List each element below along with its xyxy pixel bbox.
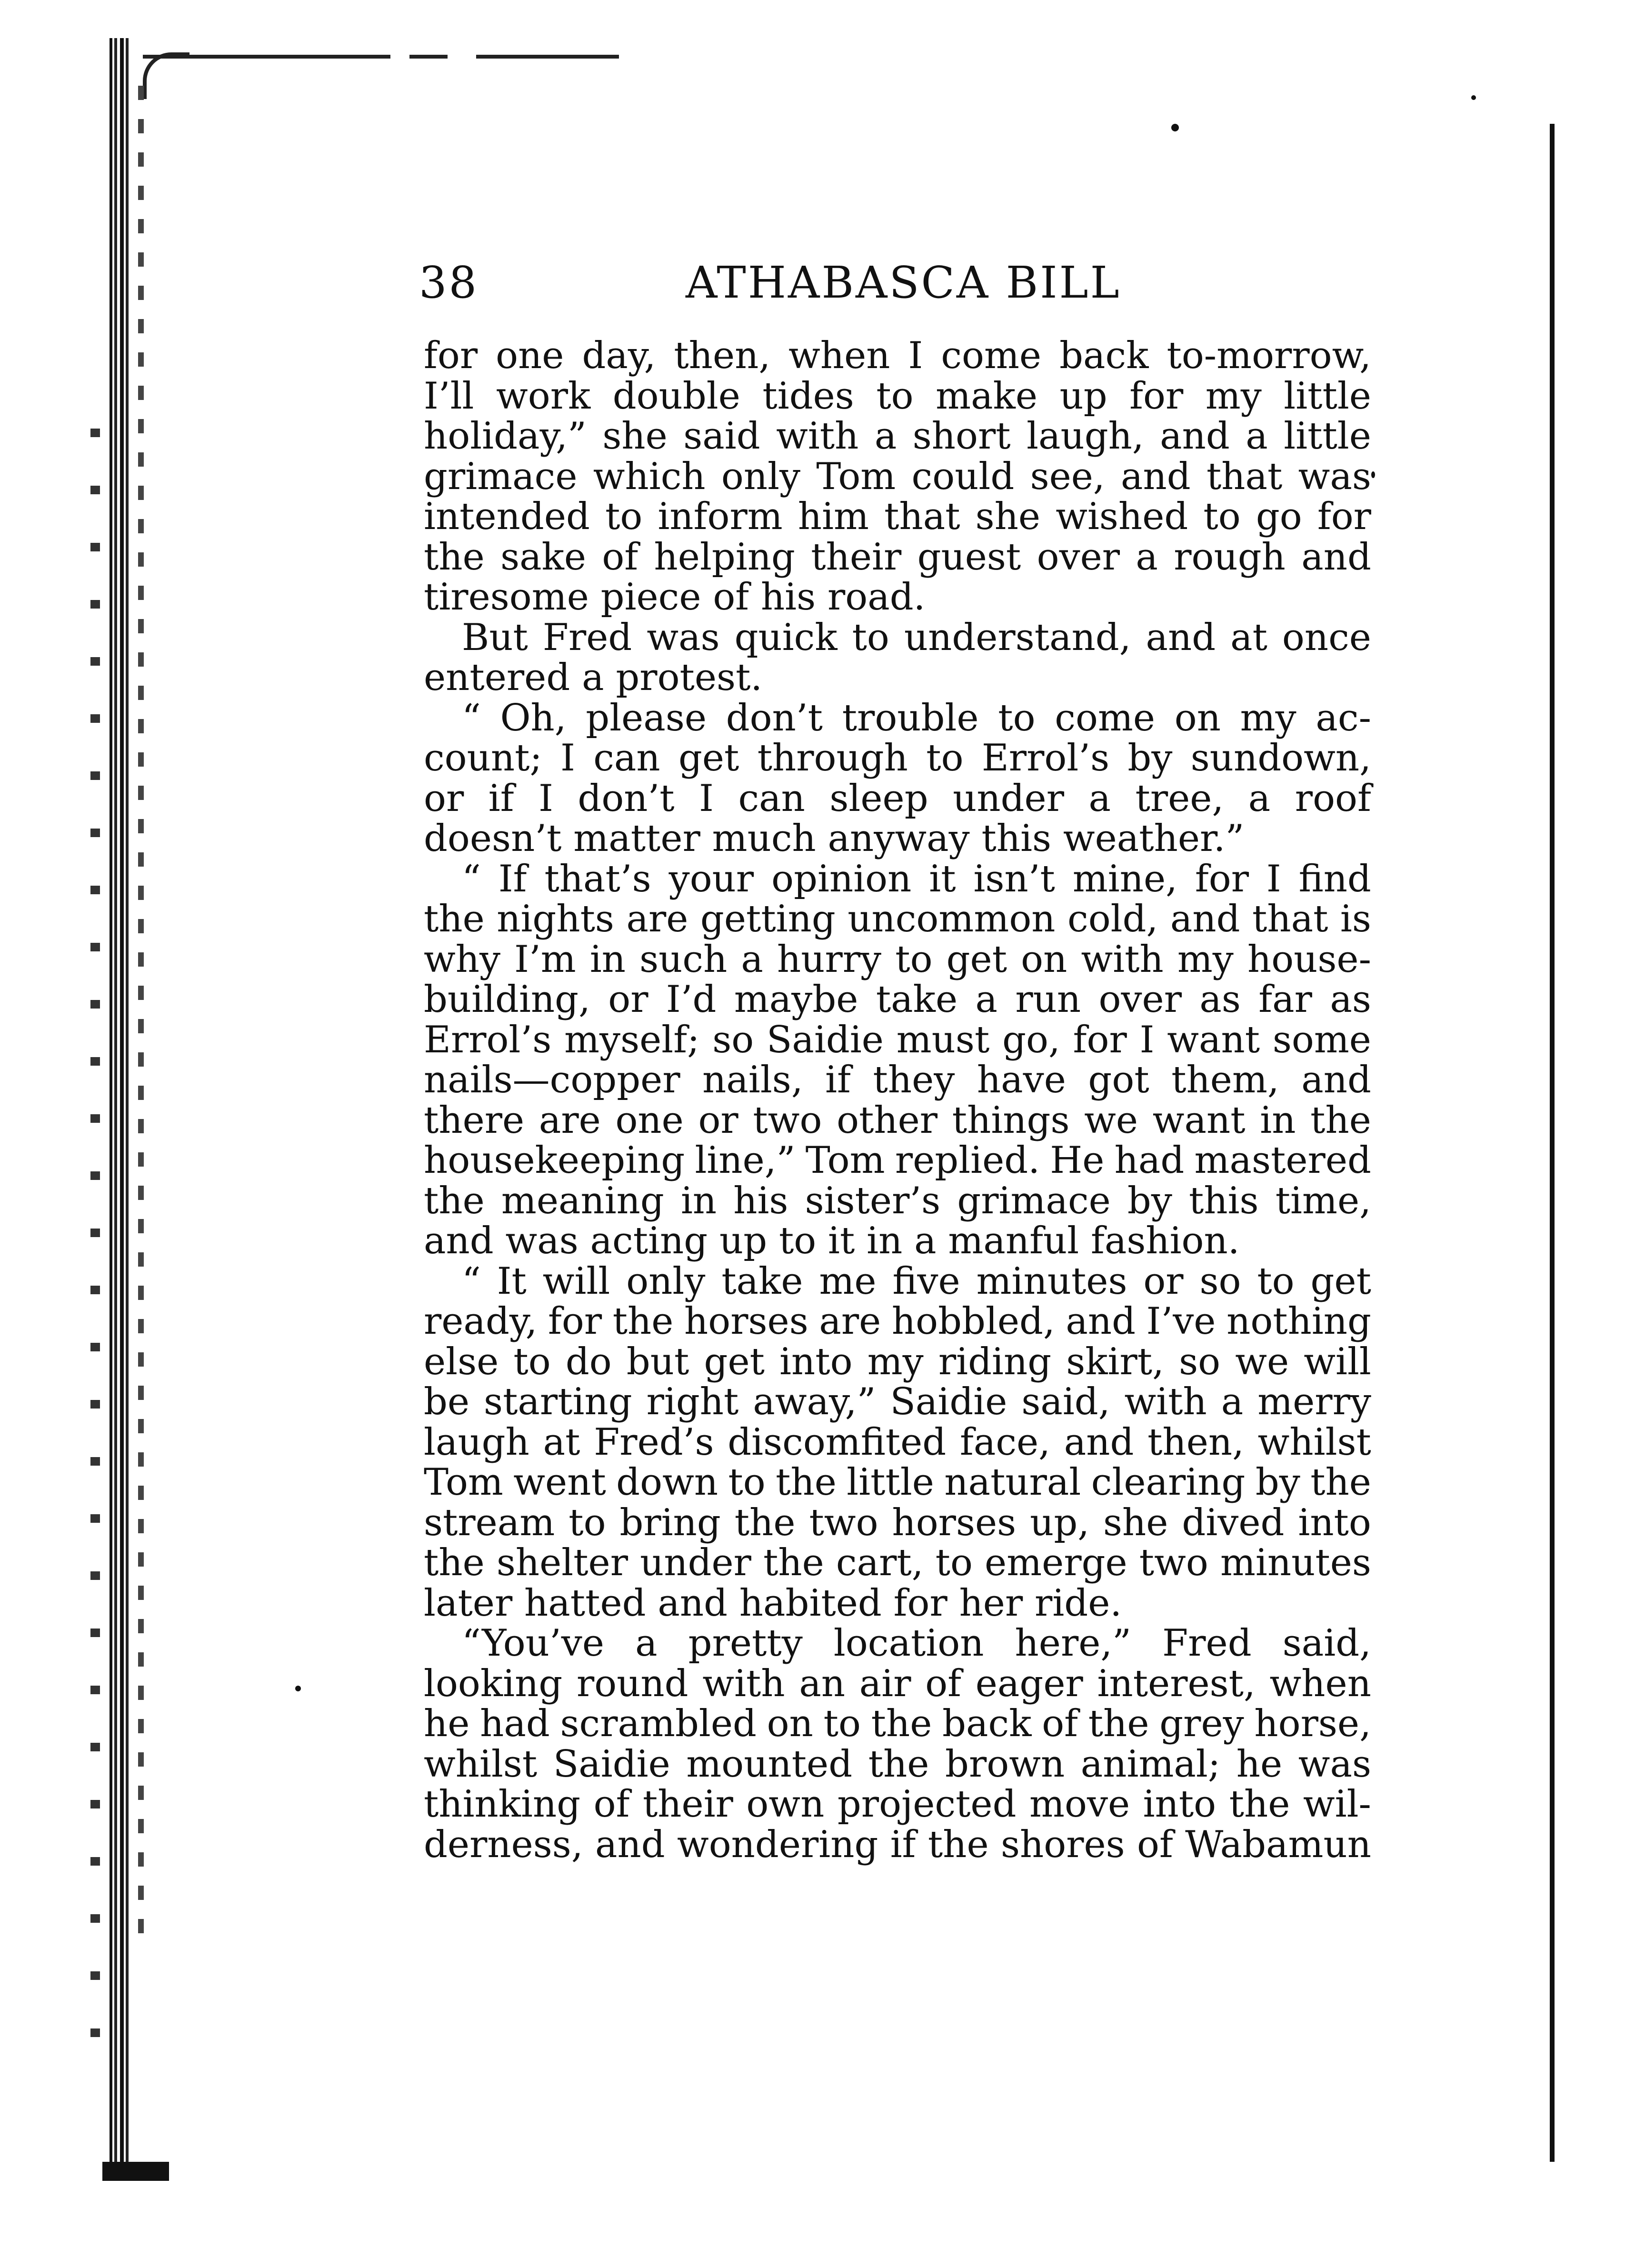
page-right-edge: [1550, 124, 1555, 2162]
text-line: thinking of their own projected move into the wil-: [424, 1783, 1371, 1826]
text-line: “ Oh, please don’t trouble to come on my ac-: [462, 696, 1371, 739]
text-line: and was acting up to it in a manful fashion.: [424, 1219, 1240, 1262]
text-line: doesn’t matter much anyway this weather.”: [424, 817, 1245, 860]
text-line: Tom went down to the little natural clearing by the: [424, 1461, 1371, 1504]
text-line: I’ll work double tides to make up for my little: [424, 374, 1371, 418]
text-line: or if I don’t I can sleep under a tree, a roof: [424, 777, 1371, 820]
text-line: “ If that’s your opinion it isn’t mine, for I find: [462, 857, 1371, 900]
binding-corner-curve: [143, 52, 189, 99]
running-title: ATHABASCA BILL: [686, 257, 1121, 308]
text-line: derness, and wondering if the shores of Wabamun: [424, 1823, 1371, 1866]
top-edge-rule: [143, 55, 881, 59]
text-line: the sake of helping their guest over a rough and: [424, 535, 1371, 579]
text-line: nails—copper nails, if they have got them, and: [424, 1059, 1371, 1101]
text-line: looking round with an air of eager interest, when: [424, 1662, 1371, 1705]
text-line: ready, for the horses are hobbled, and I’ve nothing: [424, 1300, 1371, 1343]
text-line: “You’ve a pretty location here,” Fred said,: [462, 1622, 1371, 1665]
text-line: entered a protest.: [424, 656, 763, 699]
scan-speck: [295, 1686, 301, 1691]
text-line: later hatted and habited for her ride.: [424, 1581, 1122, 1625]
text-line: the meaning in his sister’s grimace by this time,: [424, 1179, 1371, 1222]
body-text: [424, 336, 1371, 1865]
scan-speck: [1371, 471, 1375, 478]
text-line: count; I can get through to Errol’s by sundown,: [424, 737, 1371, 779]
text-line: why I’m in such a hurry to get on with my house-: [424, 938, 1371, 981]
text-line: grimace which only Tom could see, and that was: [424, 455, 1371, 498]
text-line: whilst Saidie mounted the brown animal; he was: [424, 1742, 1371, 1786]
scan-speck: [1471, 95, 1476, 100]
text-line: else to do but get into my riding skirt, so we will: [424, 1340, 1371, 1383]
scan-gutter-specks: [138, 86, 144, 1943]
book-binding-edge: [110, 38, 129, 2162]
book-binding-foot: [102, 2162, 169, 2181]
running-head: [419, 257, 1133, 314]
text-line: “ It will only take me five minutes or so to get: [462, 1259, 1371, 1303]
text-line: stream to bring the two horses up, she dived into: [424, 1501, 1371, 1544]
page-number: 38: [419, 257, 479, 308]
text-line: But Fred was quick to understand, and at once: [462, 616, 1371, 659]
text-line: the nights are getting uncommon cold, and that is: [424, 898, 1371, 940]
text-line: laugh at Fred’s discomfited face, and then, whilst: [424, 1420, 1371, 1464]
text-line: there are one or two other things we want in the: [424, 1099, 1371, 1142]
text-line: Errol’s myself; so Saidie must go, for I want some: [424, 1018, 1371, 1061]
text-line: intended to inform him that she wished to go for: [424, 495, 1371, 538]
text-line: be starting right away,” Saidie said, with a merry: [424, 1380, 1371, 1423]
scan-speck: [1171, 124, 1179, 131]
text-line: housekeeping line,” Tom replied. He had mastered: [424, 1139, 1371, 1182]
scan-left-specks: [90, 429, 100, 2048]
text-line: for one day, then, when I come back to-morrow,: [424, 334, 1371, 377]
text-line: building, or I’d maybe take a run over as far as: [424, 978, 1371, 1021]
text-line: he had scrambled on to the back of the grey horse,: [424, 1702, 1371, 1745]
text-line: tiresome piece of his road.: [424, 576, 926, 619]
text-line: the shelter under the cart, to emerge two minutes: [424, 1541, 1371, 1584]
text-line: holiday,” she said with a short laugh, and a little: [424, 415, 1371, 458]
